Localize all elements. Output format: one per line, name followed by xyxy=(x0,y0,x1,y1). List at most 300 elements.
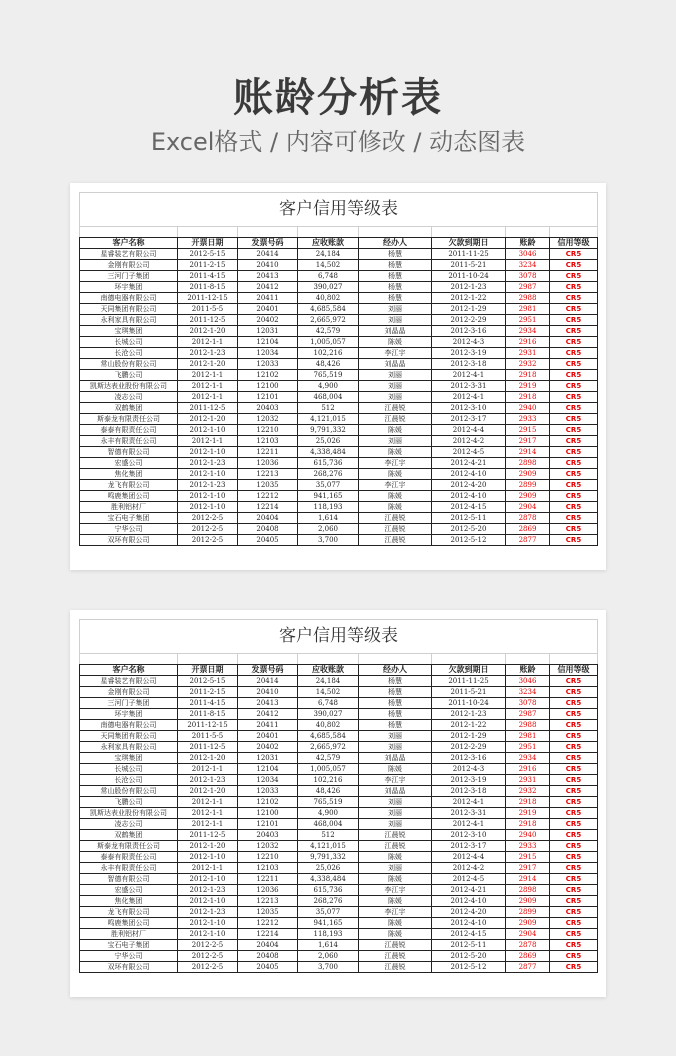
table-cell: 常山股份有限公司 xyxy=(80,786,178,797)
table-cell: CR5 xyxy=(550,731,598,742)
table-cell: CR5 xyxy=(550,392,598,403)
table-row xyxy=(80,469,598,480)
table-cell: 2012-2-5 xyxy=(178,513,238,524)
table-cell: 3,700 xyxy=(298,962,359,973)
table-cell: 2012-1-20 xyxy=(178,359,238,370)
table-header-row xyxy=(80,238,598,249)
table-cell: 陈媛 xyxy=(359,929,432,940)
table-cell: 2011-8-15 xyxy=(178,282,238,293)
table-cell: 2012-1-10 xyxy=(178,918,238,929)
table-cell: CR5 xyxy=(550,797,598,808)
table-cell: 凌志公司 xyxy=(80,819,178,830)
table-cell: 江晨锐 xyxy=(359,830,432,841)
table-cell: 118,193 xyxy=(298,502,359,513)
table-cell: CR5 xyxy=(550,885,598,896)
table-cell: 陈媛 xyxy=(359,491,432,502)
table-cell: 9,791,332 xyxy=(298,425,359,436)
table-cell: CR5 xyxy=(550,348,598,359)
table-cell: CR5 xyxy=(550,491,598,502)
table-cell: 3,700 xyxy=(298,535,359,546)
table-row xyxy=(80,852,598,863)
table-cell: 2012-1-1 xyxy=(178,436,238,447)
table-cell: 陈媛 xyxy=(359,918,432,929)
table-cell: 102,216 xyxy=(298,348,359,359)
table-cell: CR5 xyxy=(550,907,598,918)
table-cell: 江晨锐 xyxy=(359,841,432,852)
table-cell: 25,026 xyxy=(298,436,359,447)
table-cell: 2918 xyxy=(506,392,550,403)
column-header: 开票日期 xyxy=(178,238,238,249)
table-cell: 20403 xyxy=(238,403,298,414)
table-cell: 2012-3-17 xyxy=(432,414,506,425)
table-row xyxy=(80,480,598,491)
table-cell: 胜利铝材厂 xyxy=(80,929,178,940)
table-cell: 20402 xyxy=(238,315,298,326)
table-cell: 2012-4-3 xyxy=(432,764,506,775)
table-cell: 刘丽 xyxy=(359,304,432,315)
credit-grade-table xyxy=(79,619,598,973)
table-cell: 12033 xyxy=(238,786,298,797)
table-cell: 2012-1-29 xyxy=(432,731,506,742)
table-row xyxy=(80,676,598,687)
table-row xyxy=(80,709,598,720)
table-cell: CR5 xyxy=(550,513,598,524)
table-cell: 941,165 xyxy=(298,918,359,929)
table-cell: 陈媛 xyxy=(359,764,432,775)
table-cell: 陈媛 xyxy=(359,502,432,513)
table-cell: 765,519 xyxy=(298,370,359,381)
table-cell: 12213 xyxy=(238,896,298,907)
table-cell: 2012-3-19 xyxy=(432,775,506,786)
empty-cell xyxy=(506,227,550,238)
table-cell: 20401 xyxy=(238,731,298,742)
table-cell: 永利家具有限公司 xyxy=(80,742,178,753)
column-header: 应收账款 xyxy=(298,238,359,249)
table-cell: 江晨锐 xyxy=(359,403,432,414)
table-cell: CR5 xyxy=(550,962,598,973)
table-cell: 4,900 xyxy=(298,808,359,819)
table-cell: 2012-5-12 xyxy=(432,962,506,973)
table-cell: 2878 xyxy=(506,940,550,951)
table-cell: 2915 xyxy=(506,425,550,436)
table-cell: 杨慧 xyxy=(359,260,432,271)
page-subtitle: Excel格式 / 内容可修改 / 动态图表 xyxy=(150,128,526,156)
table-cell: 765,519 xyxy=(298,797,359,808)
table-cell: 2981 xyxy=(506,304,550,315)
table-cell: 永丰有限责任公司 xyxy=(80,863,178,874)
table-cell: 2012-1-10 xyxy=(178,874,238,885)
table-cell: 2909 xyxy=(506,469,550,480)
spacer-row xyxy=(80,227,598,238)
table-cell: 陈媛 xyxy=(359,425,432,436)
empty-cell xyxy=(359,227,432,238)
table-cell: 2869 xyxy=(506,951,550,962)
table-cell: 2011-5-21 xyxy=(432,687,506,698)
table-cell: 35,077 xyxy=(298,480,359,491)
table-cell: 刘丽 xyxy=(359,808,432,819)
table-cell: 12034 xyxy=(238,775,298,786)
table-cell: 宁华公司 xyxy=(80,951,178,962)
table-cell: 2931 xyxy=(506,348,550,359)
table-cell: 双鹤集团 xyxy=(80,403,178,414)
table-cell: 2012-1-23 xyxy=(178,775,238,786)
table-cell: 2012-3-18 xyxy=(432,359,506,370)
table-cell: 2012-3-19 xyxy=(432,348,506,359)
table-cell: 20408 xyxy=(238,524,298,535)
table-cell: 2012-5-20 xyxy=(432,951,506,962)
table-cell: 2918 xyxy=(506,819,550,830)
table-row xyxy=(80,249,598,260)
table-cell: 12102 xyxy=(238,370,298,381)
table-cell: 环宇集团 xyxy=(80,282,178,293)
table-row xyxy=(80,962,598,973)
table-cell: 星睿装艺有限公司 xyxy=(80,676,178,687)
column-header: 开票日期 xyxy=(178,665,238,676)
table-cell: 陈媛 xyxy=(359,447,432,458)
column-header: 发票号码 xyxy=(238,238,298,249)
table-cell: 12104 xyxy=(238,764,298,775)
table-cell: CR5 xyxy=(550,414,598,425)
table-cell: CR5 xyxy=(550,469,598,480)
empty-cell xyxy=(550,654,598,665)
table-cell: CR5 xyxy=(550,841,598,852)
table-cell: 刘丽 xyxy=(359,797,432,808)
table-row xyxy=(80,929,598,940)
table-cell: 2011-12-5 xyxy=(178,830,238,841)
table-cell: 12212 xyxy=(238,491,298,502)
table-cell: 2987 xyxy=(506,282,550,293)
empty-cell xyxy=(298,227,359,238)
table-row xyxy=(80,304,598,315)
table-cell: 20410 xyxy=(238,687,298,698)
table-cell: 4,338,484 xyxy=(298,874,359,885)
table-cell: 20412 xyxy=(238,709,298,720)
table-row xyxy=(80,687,598,698)
column-header: 客户名称 xyxy=(80,238,178,249)
table-cell: 2012-3-10 xyxy=(432,830,506,841)
table-cell: 环宇集团 xyxy=(80,709,178,720)
table-cell: 2011-2-15 xyxy=(178,260,238,271)
table-cell: 20403 xyxy=(238,830,298,841)
table-cell: 468,004 xyxy=(298,392,359,403)
table-cell: 飞鹏公司 xyxy=(80,370,178,381)
table-cell: 2012-1-1 xyxy=(178,819,238,830)
table-cell: 2012-1-29 xyxy=(432,304,506,315)
table-row xyxy=(80,491,598,502)
table-cell: 2012-4-3 xyxy=(432,337,506,348)
table-cell: 390,027 xyxy=(298,709,359,720)
table-cell: 2011-10-24 xyxy=(432,271,506,282)
table-row xyxy=(80,841,598,852)
table-cell: 2012-3-18 xyxy=(432,786,506,797)
table-cell: 12211 xyxy=(238,874,298,885)
table-cell: 12032 xyxy=(238,841,298,852)
table-cell: CR5 xyxy=(550,753,598,764)
table-cell: 20405 xyxy=(238,962,298,973)
table-cell: 20410 xyxy=(238,260,298,271)
table-cell: 2932 xyxy=(506,786,550,797)
table-cell: 刘丽 xyxy=(359,436,432,447)
table-row xyxy=(80,819,598,830)
table-cell: 268,276 xyxy=(298,896,359,907)
table-cell: 3046 xyxy=(506,676,550,687)
table-cell: 鸣鹿集团公司 xyxy=(80,918,178,929)
table-row xyxy=(80,293,598,304)
table-cell: 宏盛公司 xyxy=(80,458,178,469)
table-cell: 江晨锐 xyxy=(359,940,432,951)
table-cell: CR5 xyxy=(550,249,598,260)
table-cell: 天同集团有限公司 xyxy=(80,731,178,742)
table-cell: 12210 xyxy=(238,425,298,436)
table-cell: 4,338,484 xyxy=(298,447,359,458)
table-cell: 2981 xyxy=(506,731,550,742)
table-cell: 42,579 xyxy=(298,753,359,764)
table-cell: 2011-11-25 xyxy=(432,249,506,260)
table-cell: 金刚有限公司 xyxy=(80,687,178,698)
table-cell: 陈媛 xyxy=(359,874,432,885)
table-cell: 2011-2-15 xyxy=(178,687,238,698)
table-cell: CR5 xyxy=(550,436,598,447)
table-cell: 3078 xyxy=(506,271,550,282)
table-row xyxy=(80,326,598,337)
table-cell: 2012-1-1 xyxy=(178,863,238,874)
empty-cell xyxy=(178,227,238,238)
empty-cell xyxy=(298,654,359,665)
table-cell: 李江宇 xyxy=(359,775,432,786)
table-cell: 102,216 xyxy=(298,775,359,786)
table-cell: 杨慧 xyxy=(359,687,432,698)
table-cell: 2012-1-23 xyxy=(178,480,238,491)
table-cell: 2904 xyxy=(506,502,550,513)
table-cell: 12100 xyxy=(238,381,298,392)
table-cell: 20401 xyxy=(238,304,298,315)
table-cell: 2988 xyxy=(506,720,550,731)
table-cell: 凯斯达表业股份有限公司 xyxy=(80,381,178,392)
table-cell: 2012-1-23 xyxy=(178,885,238,896)
table-cell: 12214 xyxy=(238,502,298,513)
table-cell: 陈媛 xyxy=(359,852,432,863)
table-row xyxy=(80,698,598,709)
column-header: 信用等级 xyxy=(550,238,598,249)
table-cell: 2012-3-17 xyxy=(432,841,506,852)
table-cell: 2012-4-1 xyxy=(432,392,506,403)
table-cell: 2012-1-10 xyxy=(178,896,238,907)
table-cell: 杨慧 xyxy=(359,293,432,304)
table-cell: 2918 xyxy=(506,797,550,808)
table-cell: 24,184 xyxy=(298,249,359,260)
table-cell: CR5 xyxy=(550,447,598,458)
table-cell: CR5 xyxy=(550,808,598,819)
table-cell: 2012-5-15 xyxy=(178,249,238,260)
table-cell: CR5 xyxy=(550,852,598,863)
table-cell: 941,165 xyxy=(298,491,359,502)
table-cell: 20414 xyxy=(238,249,298,260)
table-cell: 2917 xyxy=(506,436,550,447)
table-cell: 刘丽 xyxy=(359,392,432,403)
table-cell: 48,426 xyxy=(298,786,359,797)
table-cell: 2011-4-15 xyxy=(178,271,238,282)
table-cell: 2011-11-25 xyxy=(432,676,506,687)
table-cell: 2012-1-10 xyxy=(178,502,238,513)
table-row xyxy=(80,502,598,513)
table-cell: 永利家具有限公司 xyxy=(80,315,178,326)
table-row xyxy=(80,907,598,918)
table-cell: 2011-12-15 xyxy=(178,293,238,304)
table-cell: 6,748 xyxy=(298,698,359,709)
table-cell: 2012-1-20 xyxy=(178,414,238,425)
table-cell: 2012-1-1 xyxy=(178,370,238,381)
table-cell: CR5 xyxy=(550,863,598,874)
table-cell: 2898 xyxy=(506,458,550,469)
table-cell: 268,276 xyxy=(298,469,359,480)
table-cell: CR5 xyxy=(550,951,598,962)
table-row xyxy=(80,775,598,786)
table-cell: 2878 xyxy=(506,513,550,524)
table-cell: 2012-1-1 xyxy=(178,337,238,348)
table-cell: 2012-4-1 xyxy=(432,370,506,381)
table-cell: 12031 xyxy=(238,753,298,764)
table-cell: 2012-3-31 xyxy=(432,808,506,819)
table-cell: 2012-2-5 xyxy=(178,940,238,951)
table-cell: 2012-1-10 xyxy=(178,425,238,436)
empty-cell xyxy=(178,654,238,665)
table-cell: 2869 xyxy=(506,524,550,535)
table-cell: 2012-4-20 xyxy=(432,907,506,918)
table-cell: 2,060 xyxy=(298,951,359,962)
column-header: 经办人 xyxy=(359,238,432,249)
table-cell: 长沧公司 xyxy=(80,348,178,359)
table-cell: 2012-1-20 xyxy=(178,326,238,337)
table-cell: 12101 xyxy=(238,392,298,403)
table-cell: 三河门子集团 xyxy=(80,698,178,709)
table-cell: 4,900 xyxy=(298,381,359,392)
table-row xyxy=(80,535,598,546)
table-header-row xyxy=(80,665,598,676)
table-cell: 宏盛公司 xyxy=(80,885,178,896)
table-cell: 杨慧 xyxy=(359,282,432,293)
table-cell: 2011-5-5 xyxy=(178,304,238,315)
table-cell: 2012-1-20 xyxy=(178,753,238,764)
table-cell: 2012-4-15 xyxy=(432,929,506,940)
table-cell: 2012-2-29 xyxy=(432,315,506,326)
table-cell: 2012-4-2 xyxy=(432,436,506,447)
table-cell: 江晨锐 xyxy=(359,414,432,425)
table-cell: 2898 xyxy=(506,885,550,896)
column-header: 客户名称 xyxy=(80,665,178,676)
table-cell: 12103 xyxy=(238,863,298,874)
table-row xyxy=(80,742,598,753)
table-row xyxy=(80,282,598,293)
table-row xyxy=(80,731,598,742)
table-cell: 2931 xyxy=(506,775,550,786)
table-cell: CR5 xyxy=(550,425,598,436)
table-cell: 48,426 xyxy=(298,359,359,370)
table-cell: 6,748 xyxy=(298,271,359,282)
column-header: 欠款到期日 xyxy=(432,238,506,249)
table-cell: CR5 xyxy=(550,742,598,753)
empty-cell xyxy=(359,654,432,665)
table-cell: 龙飞有限公司 xyxy=(80,907,178,918)
column-header: 欠款到期日 xyxy=(432,665,506,676)
table-cell: 2951 xyxy=(506,315,550,326)
table-cell: CR5 xyxy=(550,403,598,414)
table-cell: 刘丽 xyxy=(359,370,432,381)
table-cell: 12104 xyxy=(238,337,298,348)
table-title: 客户信用等级表 xyxy=(80,193,598,227)
table-cell: 刘晶晶 xyxy=(359,326,432,337)
empty-cell xyxy=(432,227,506,238)
table-cell: 宝石电子集团 xyxy=(80,940,178,951)
table-row xyxy=(80,874,598,885)
table-cell: 2914 xyxy=(506,874,550,885)
table-cell: 杨慧 xyxy=(359,720,432,731)
table-cell: 2918 xyxy=(506,370,550,381)
table-cell: 20414 xyxy=(238,676,298,687)
table-cell: 40,802 xyxy=(298,720,359,731)
table-cell: 刘晶晶 xyxy=(359,786,432,797)
table-cell: 2012-1-20 xyxy=(178,841,238,852)
table-cell: CR5 xyxy=(550,676,598,687)
table-cell: CR5 xyxy=(550,775,598,786)
table-cell: 12033 xyxy=(238,359,298,370)
table-row xyxy=(80,808,598,819)
table-cell: 2012-4-10 xyxy=(432,491,506,502)
table-cell: 12214 xyxy=(238,929,298,940)
table-cell: 2012-2-29 xyxy=(432,742,506,753)
table-cell: 南德电器有限公司 xyxy=(80,293,178,304)
table-cell: 泰泰有限责任公司 xyxy=(80,852,178,863)
table-cell: 李江宇 xyxy=(359,480,432,491)
table-cell: 12036 xyxy=(238,458,298,469)
table-cell: 2899 xyxy=(506,480,550,491)
table-cell: 2012-1-23 xyxy=(432,709,506,720)
table-cell: 鸣鹿集团公司 xyxy=(80,491,178,502)
table-row xyxy=(80,951,598,962)
table-cell: 12035 xyxy=(238,480,298,491)
table-cell: 斯泰龙有限责任公司 xyxy=(80,414,178,425)
table-cell: 20408 xyxy=(238,951,298,962)
table-cell: 20411 xyxy=(238,293,298,304)
table-cell: 390,027 xyxy=(298,282,359,293)
table-cell: 25,026 xyxy=(298,863,359,874)
table-cell: 2012-1-23 xyxy=(178,348,238,359)
table-row xyxy=(80,940,598,951)
table-row xyxy=(80,885,598,896)
table-cell: CR5 xyxy=(550,720,598,731)
table-cell: 2011-12-5 xyxy=(178,742,238,753)
table-cell: 2877 xyxy=(506,962,550,973)
table-cell: 20413 xyxy=(238,698,298,709)
table-cell: 宝石电子集团 xyxy=(80,513,178,524)
table-cell: 12102 xyxy=(238,797,298,808)
table-cell: 2012-3-16 xyxy=(432,753,506,764)
table-cell: 2916 xyxy=(506,764,550,775)
table-row xyxy=(80,786,598,797)
table-cell: 2012-1-22 xyxy=(432,293,506,304)
table-cell: 4,685,584 xyxy=(298,304,359,315)
table-cell: 智德有限公司 xyxy=(80,447,178,458)
table-cell: CR5 xyxy=(550,370,598,381)
table-cell: CR5 xyxy=(550,326,598,337)
table-cell: 泰泰有限责任公司 xyxy=(80,425,178,436)
table-cell: 2012-1-1 xyxy=(178,381,238,392)
table-cell: 江晨锐 xyxy=(359,513,432,524)
table-cell: 615,736 xyxy=(298,885,359,896)
table-cell: 12212 xyxy=(238,918,298,929)
table-cell: 双环有限公司 xyxy=(80,962,178,973)
table-cell: 刘晶晶 xyxy=(359,359,432,370)
table-cell: 2904 xyxy=(506,929,550,940)
